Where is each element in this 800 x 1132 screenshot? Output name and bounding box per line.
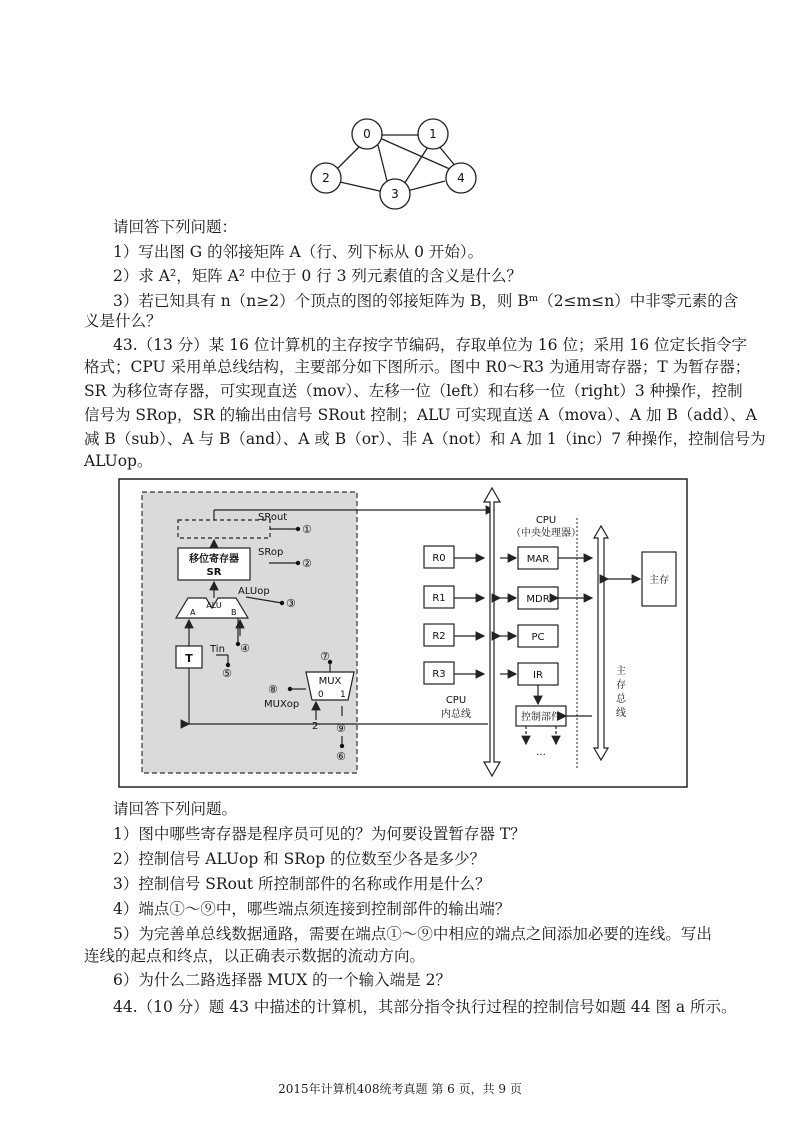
srout-label: SRout: [258, 512, 288, 523]
muxop-label: MUXop: [264, 699, 300, 710]
tin-label: Tin: [210, 644, 225, 655]
reg-mar-label: MAR: [526, 554, 550, 565]
q43-item-5-cont: 连线的起点和终点，以正确表示数据的流动方向。: [84, 947, 426, 965]
q43-line-6: ALUop。: [84, 452, 153, 470]
main-bus-label-1: 主: [616, 666, 626, 677]
q43-line-1: 43.（13 分）某 16 位计算机的主存按字节编码，存取单位为 16 位；采用 16 位定长指令字: [113, 336, 748, 354]
main-bus-label-2: 存: [616, 680, 626, 691]
sr-label-2: SR: [206, 567, 222, 578]
q43-line-3: SR 为移位寄存器，可实现直送（mov）、左移一位（left）和右移一位（right）3 种操作，控制: [84, 382, 743, 400]
terminal-7: ⑦: [320, 650, 330, 663]
cpu-diagram: [118, 478, 688, 790]
reg-mdr-label: MDR: [526, 594, 550, 605]
q42-item-2: 2）求 A²，矩阵 A² 中位于 0 行 3 列元素值的含义是什么？: [113, 267, 522, 285]
inner-bus-label-1: CPU: [445, 695, 467, 706]
q43-line-2: 格式；CPU 采用单总线结构，主要部分如下图所示。图中 R0～R3 为通用寄存器；T 为暂存器；: [84, 358, 751, 376]
q43-line-5: 减 B（sub）、A 与 B（and）、A 或 B（or）、非 A（not）和 A 加 1（inc）7 种操作，控制信号为: [84, 430, 766, 448]
reg-r3-label: R3: [432, 669, 446, 680]
q42-item-3: 3）若已知具有 n（n≥2）个顶点的图的邻接矩阵为 B，则 Bᵐ（2≤m≤n）中非零元素的含: [113, 292, 739, 310]
q43-item-5: 5）为完善单总线数据通路，需要在端点①～⑨中相应的端点之间添加必要的连线。写出: [113, 925, 712, 943]
reg-r2-label: R2: [432, 631, 446, 642]
main-memory-label: 主存: [649, 575, 669, 586]
reg-r1-label: R1: [432, 593, 446, 604]
srop-label: SRop: [258, 547, 284, 558]
node-label: 0: [363, 127, 371, 141]
terminal-8: ⑧: [268, 683, 278, 696]
terminal-6: ⑥: [336, 750, 346, 763]
terminal-3: ③: [286, 597, 296, 610]
alu-a: A: [190, 608, 196, 617]
alu-label: ALU: [206, 601, 222, 610]
q43-prompt: 请回答下列问题。: [113, 800, 238, 818]
terminal-2: ②: [302, 557, 312, 570]
control-dots: …: [536, 747, 546, 758]
mux-const-2: 2: [312, 721, 319, 732]
main-bus-label-3: 总: [616, 694, 626, 705]
control-unit-label: 控制部件: [521, 712, 561, 723]
q43-line-4: 信号为 SRop，SR 的输出由信号 SRout 控制；ALU 可实现直送 A（mova）、A 加 B（add）、A: [84, 406, 757, 424]
cpu-label-2: （中央处理器）: [511, 528, 581, 539]
q44-line: 44.（10 分）题 43 中描述的计算机，其部分指令执行过程的控制信号如题 44 图 a 所示。: [113, 998, 737, 1016]
q42-item-1: 1）写出图 G 的邻接矩阵 A（行、列下标从 0 开始）。: [113, 243, 484, 261]
reg-pc-label: PC: [531, 632, 545, 643]
main-bus-label-4: 线: [616, 708, 626, 719]
node-label: 2: [322, 171, 330, 185]
mux-in-0: 0: [318, 690, 324, 700]
terminal-1: ①: [302, 523, 312, 536]
alu-b: B: [231, 608, 237, 617]
graph-g: [300, 110, 500, 215]
node-label: 3: [391, 187, 399, 201]
mux-label: MUX: [318, 676, 342, 687]
terminal-9: ⑨: [336, 722, 346, 735]
mux-in-1: 1: [340, 690, 346, 700]
q43-item-2: 2）控制信号 ALUop 和 SRop 的位数至少各是多少？: [113, 850, 486, 868]
t-label: T: [185, 652, 193, 665]
q43-item-6: 6）为什么二路选择器 MUX 的一个输入端是 2？: [113, 971, 451, 989]
q42-item-3-cont: 义是什么？: [84, 312, 162, 330]
shaded-region: [142, 492, 357, 773]
cpu-label-1: CPU: [535, 515, 557, 526]
q43-item-4: 4）端点①～⑨中，哪些端点须连接到控制部件的输出端？: [113, 900, 511, 918]
terminal-5: ⑤: [222, 667, 232, 680]
reg-r0-label: R0: [432, 553, 446, 564]
terminal-4: ④: [240, 642, 250, 655]
node-label: 4: [457, 171, 465, 185]
sr-label-1: 移位寄存器: [189, 554, 239, 565]
q43-item-1: 1）图中哪些寄存器是程序员可见的？为何要设置暂存器 T？: [113, 825, 526, 843]
inner-bus-label-2: 内总线: [441, 709, 471, 720]
page-footer: 2015年计算机408统考真题 第 6 页，共 9 页: [278, 1082, 522, 1096]
node-label: 1: [429, 127, 437, 141]
q42-prompt: 请回答下列问题：: [113, 218, 238, 236]
q43-item-3: 3）控制信号 SRout 所控制部件的名称或作用是什么？: [113, 875, 491, 893]
aluop-label: ALUop: [238, 586, 270, 597]
reg-ir-label: IR: [533, 670, 543, 681]
